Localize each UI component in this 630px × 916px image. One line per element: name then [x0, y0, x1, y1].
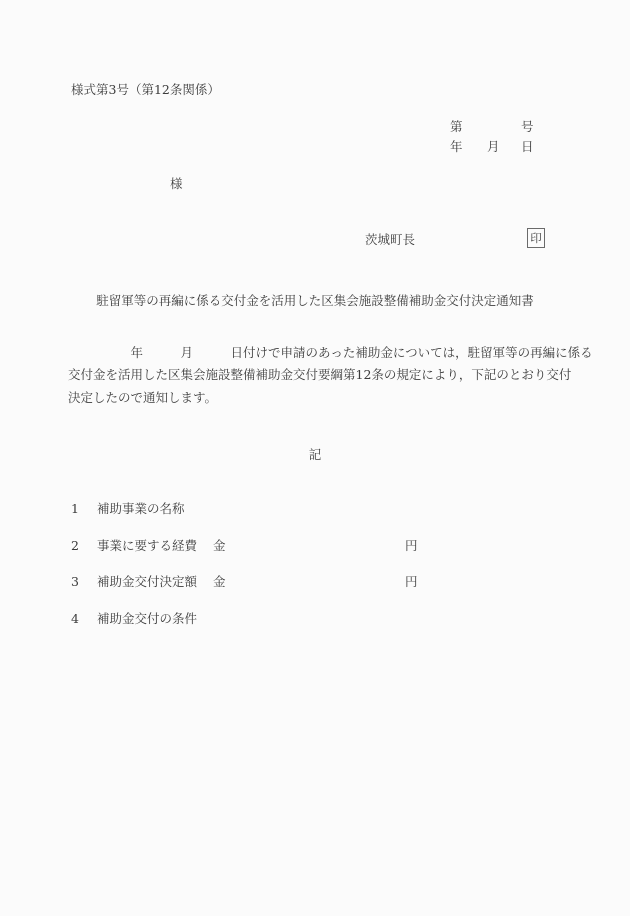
- item-number: 1: [71, 501, 79, 516]
- item-label: 補助金交付決定額: [97, 574, 198, 589]
- body-paragraph: [68, 342, 593, 409]
- seal-box: 印: [527, 228, 545, 248]
- item-number: 2: [71, 538, 79, 553]
- recipient-honorific: 様: [170, 176, 183, 191]
- item-label: 補助事業の名称: [97, 501, 185, 516]
- doc-number-suffix-label: 号: [521, 119, 534, 134]
- amount-prefix: 金: [213, 574, 226, 589]
- item-row-4: [0, 611, 630, 627]
- document-title: 駐留軍等の再編に係る交付金を活用した区集会施設整備補助金交付決定通知書: [96, 293, 534, 308]
- amount-unit: 円: [405, 574, 418, 589]
- item-row-2: [0, 538, 630, 554]
- item-label: 事業に要する経費: [97, 538, 198, 553]
- amount-unit: 円: [405, 538, 418, 553]
- body-line: 交付金を活用した区集会施設整備補助金交付要綱第12条の規定により，下記のとおり交付: [68, 367, 572, 383]
- item-number: 3: [71, 574, 79, 589]
- amount-prefix: 金: [213, 538, 226, 553]
- item-label: 補助金交付の条件: [97, 611, 198, 626]
- date-day-label: 日: [521, 139, 534, 154]
- date-year-label: 年: [450, 139, 463, 154]
- issuer-title: 茨城町長: [365, 232, 416, 247]
- body-line: 決定したので通知します。: [68, 389, 218, 405]
- item-number: 4: [71, 611, 79, 626]
- section-marker-ki: 記: [308, 447, 322, 462]
- date-month-label: 月: [487, 139, 500, 154]
- doc-number-prefix-label: 第: [450, 119, 463, 134]
- body-line: 年 月 日付けで申請のあった補助金については，駐留軍等の再編に係る: [68, 345, 593, 360]
- form-number: 様式第3号（第12条関係）: [71, 82, 220, 97]
- item-row-3: [0, 574, 630, 590]
- item-row-1: [0, 501, 630, 517]
